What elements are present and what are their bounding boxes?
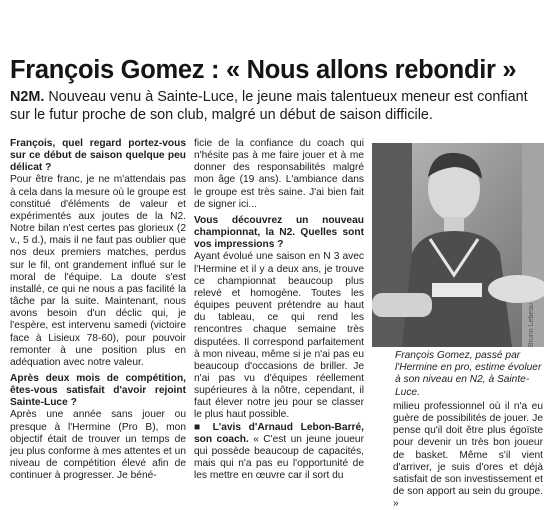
coach-marker: ■ [194,421,205,433]
column-2 [194,138,364,482]
question-1: François, quel regard portez-vous sur ce début de saison quelque peu délicat ? [10,138,186,174]
photo-caption: François Gomez, passé par l'Hermine en pro, estime évoluer à son niveau en N2, à Sainte-Luce. [395,350,542,398]
column-1 [10,138,186,482]
coach-paragraph [194,422,364,483]
answer-3: Ayant évolué une saison en N 3 avec l'Hermine et il y a deux ans, je trouve ce championnat beaucoup plus relevé et homogène. Toutes les équipes peuvent prétendre au haut du tableau, ce qui rend les rencontres chaque semaine très disputées. Il correspond parfaitement à mon niveau, même si je n'ai pas eu beaucoup d'occasions de briller. Je n'ai pas vu d'équipes réellement supérieures à la nôtre, cependant, il faut élever notre jeu pour se classer le plus haut possible. [194,251,364,421]
question-3: Vous découvrez un nouveau championnat, la N2. Quelles sont vos impressions ? [194,214,364,251]
question-2: Après deux mois de compétition, êtes-vous satisfait d'avoir rejoint Sainte-Luce ? [10,372,186,409]
lead-text: Nouveau venu à Sainte-Luce, le jeune mais talentueux meneur est confiant sur le futur proche de son club, malgré un début de saison difficile. [10,89,528,123]
article-lead [10,88,545,124]
player-photo [372,143,544,347]
coach-quote: « C'est un jeune joueur qui possède beaucoup de capacités, mais qui n'a pas eu l'opportunité de les mettre en œuvre car il sort du [194,433,364,482]
player-photo-illustration [372,143,544,347]
column-3 [393,401,543,510]
answer-2-continued: ficie de la confiance du coach qui n'hésite pas à me faire jouer et à me donner des responsabilités malgré mon âge (19 ans). L'ambiance dans le groupe est très saine. J'ai bien fait de signer ici... [194,138,364,210]
coach-quote-continued: milieu professionnel où il n'a eu guère de possibilités de jouer. Je pense qu'il doit être plus égoïste pour devenir un très bon joueur de basket. Même s'il vient d'arriver, je suis d'ores et déjà satisfait de son investissement et de son apport au sein du groupe. » [393,401,543,510]
lead-kicker: N2M. [10,89,45,105]
article-title: François Gomez : « Nous allons rebondir » [10,56,517,84]
answer-1: Pour être franc, je ne m'attendais pas à cela dans la mesure où le groupe est constitué d'éléments de valeur et expérimentés aux joutes de la N2. Notre bilan n'est certes pas glorieux (2 v., 5 d.), mais il ne faut pas oublier que nos deux premiers matches, perdus sur le fil, ont grandement influé sur le moral de l'équipe. La doute s'est installé, ce qui ne nous a pas facilité la tâche par la suite. Maintenant, nous avons besoin d'un déclic qui, je l'espère, est intervenu samedi (victoire face à Lisieux 78-60), pour pouvoir remonter à une position plus en adéquation avec notre valeur. [10,174,186,368]
coach-heading: L'avis d'Arnaud Lebon-Barré, son coach. [194,421,364,445]
photo-credit: Bruno Lebeau [528,303,535,347]
answer-2: Après une année sans jouer ou presque à l'Hermine (Pro B), mon objectif était de trouver un temps de jeu plus conforme à mes attentes et un niveau de compétition élevé afin de continuer à progresser. Je béné- [10,409,186,482]
